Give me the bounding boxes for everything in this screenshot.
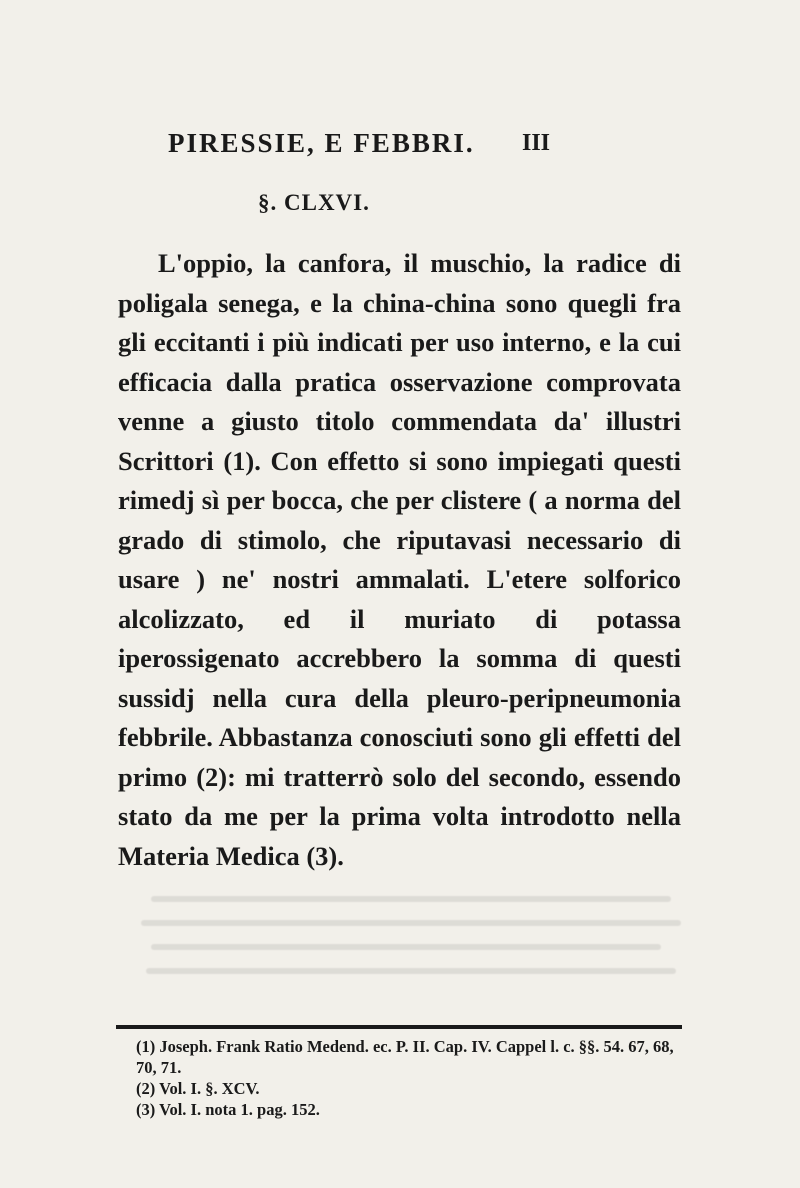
body-paragraph: L'oppio, la canfora, il muschio, la radice di poligala senega, e la china-china sono quegli fra gli eccitanti i più indicati per uso interno, e la cui efficacia dalla pratica osservazione comprovata venne a giusto titolo commendata da' illustri Scrittori (1). Con effetto si sono impiegati questi rimedj sì per bocca, che per clistere ( a norma del grado di stimolo, che riputavasi necessario di usare ) ne' nostri ammalati. L'etere solforico alcolizzato, ed il muriato di potassa iperossigenato accrebbero la somma di questi sussidj nella cura della pleuro-peripneumonia febbrile. Abbastanza conosciuti sono gli effetti del primo (2): mi tratterrò solo del secondo, essendo stato da me per la prima volta introdotto nella Materia Medica (3).: [118, 248, 681, 871]
running-head: [0, 128, 800, 164]
footnotes: [136, 1036, 686, 1120]
footnote-3: (3) Vol. I. nota 1. pag. 152.: [136, 1100, 320, 1119]
section-heading: §. CLXVI.: [258, 190, 370, 215]
footnote-2: (2) Vol. I. §. XCV.: [136, 1079, 260, 1098]
running-title: PIRESSIE, E FEBBRI.: [168, 128, 475, 158]
footnote-1: (1) Joseph. Frank Ratio Medend. ec. P. II. Cap. IV. Cappel l. c. §§. 54. 67, 68, 70, 71.: [136, 1037, 674, 1077]
page-number: III: [522, 130, 551, 156]
footnote-rule: [116, 1025, 682, 1029]
bleed-through-texture: [118, 890, 681, 1000]
bleed-through-marks: [118, 890, 681, 1000]
